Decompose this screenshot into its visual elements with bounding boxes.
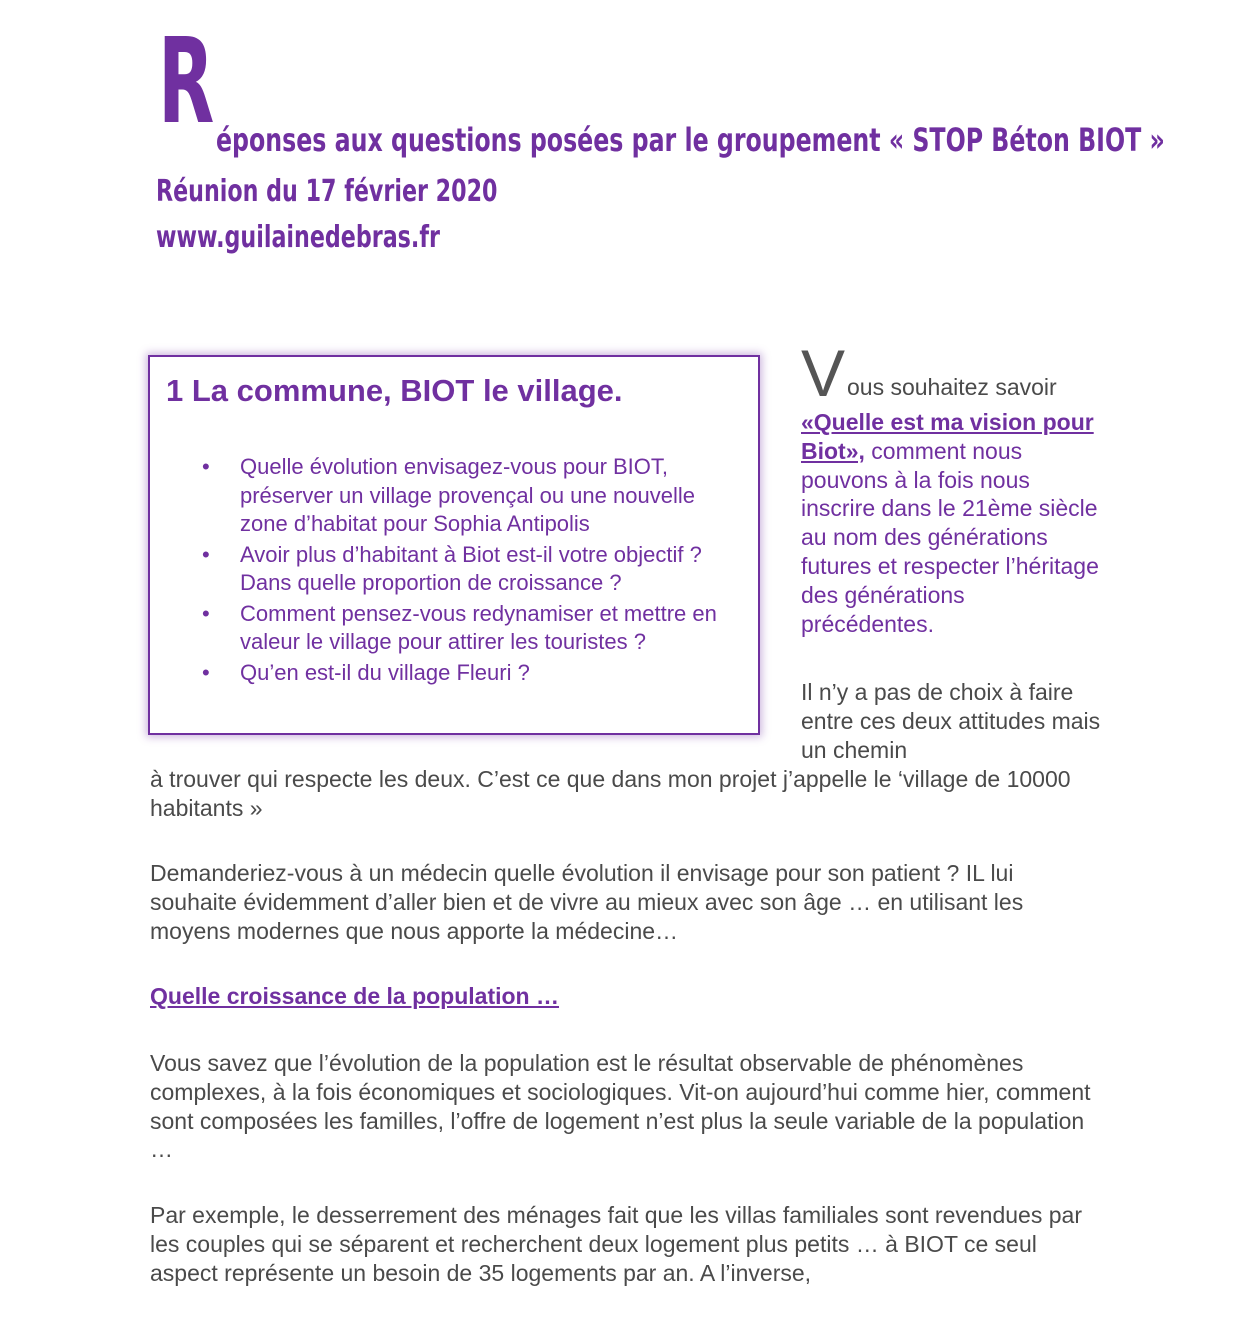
vision-link[interactable]: «Quelle est ma vision pour Biot»,	[801, 409, 1094, 464]
question-item	[166, 659, 740, 688]
meeting-date: Réunion du 17 février 2020	[156, 174, 498, 209]
question-text: Quelle évolution envisagez-vous pour BIOT, préserver un village provençal ou une nouvelle zone d’habitat pour Sophia Antipolis	[240, 454, 695, 536]
question-text: Comment pensez-vous redynamiser et mettre en valeur le village pour attirer les touristes ?	[240, 600, 717, 654]
title-text: éponses aux questions posées par le groupement « STOP Béton BIOT »	[216, 121, 1165, 159]
bullet-icon: •	[202, 454, 210, 479]
questions-list	[166, 453, 740, 687]
question-text: Avoir plus d’habitant à Biot est-il votre objectif ? Dans quelle proportion de croissance ?	[240, 541, 702, 595]
bullet-icon: •	[202, 541, 210, 567]
answer-drop-cap: V	[801, 336, 846, 410]
bullet-icon: •	[202, 600, 210, 626]
question-item	[166, 453, 740, 539]
title-drop-cap: R	[158, 12, 215, 150]
question-text: Qu’en est-il du village Fleuri ?	[240, 659, 530, 685]
bullet-icon: •	[202, 659, 210, 685]
population-paragraph: Vous savez que l’évolution de la population est le résultat observable de phénomènes complexes, à la fois économiques et sociologiques. Vit-on aujourd’hui comme hier, comment sont composées les familles, l’offre de logement n’est plus la seule variable de la population …	[150, 1050, 1091, 1163]
question-item	[166, 600, 740, 657]
questions-box-title: 1 La commune, BIOT le village.	[166, 373, 623, 408]
vision-paragraph	[801, 408, 1101, 638]
doctor-paragraph: Demanderiez-vous à un médecin quelle évolution il envisage pour son patient ? IL lui souhaite évidemment d’aller bien et de vivre au mieux avec son âge … en utilisant les moyens modernes que nous apporte la médecine…	[150, 860, 1024, 944]
population-heading[interactable]: Quelle croissance de la population …	[150, 983, 559, 1009]
example-paragraph: Par exemple, le desserrement des ménages fait que les villas familiales sont revendues par les couples qui se séparent et recherchent deux logement plus petits … à BIOT ce seul aspect représente un besoin de 35 logements par an. A l’inverse,	[150, 1202, 1082, 1286]
vision-text: comment nous pouvons à la fois nous inscrire dans le 21ème siècle au nom des générations futures et respecter l’héritage des générations précédentes.	[801, 437, 1099, 637]
question-item	[166, 541, 740, 598]
answer-intro: ous souhaitez savoir	[847, 374, 1057, 400]
choice-paragraph-continued: à trouver qui respecte les deux. C’est ce que dans mon projet j’appelle le ‘village de 10000 habitants »	[150, 766, 1071, 821]
questions-box	[148, 355, 760, 735]
choice-paragraph-start: Il n’y a pas de choix à faire entre ces deux attitudes mais un chemin	[801, 679, 1101, 763]
document-title	[158, 12, 1178, 159]
website-link[interactable]: www.guilainedebras.fr	[156, 220, 440, 255]
